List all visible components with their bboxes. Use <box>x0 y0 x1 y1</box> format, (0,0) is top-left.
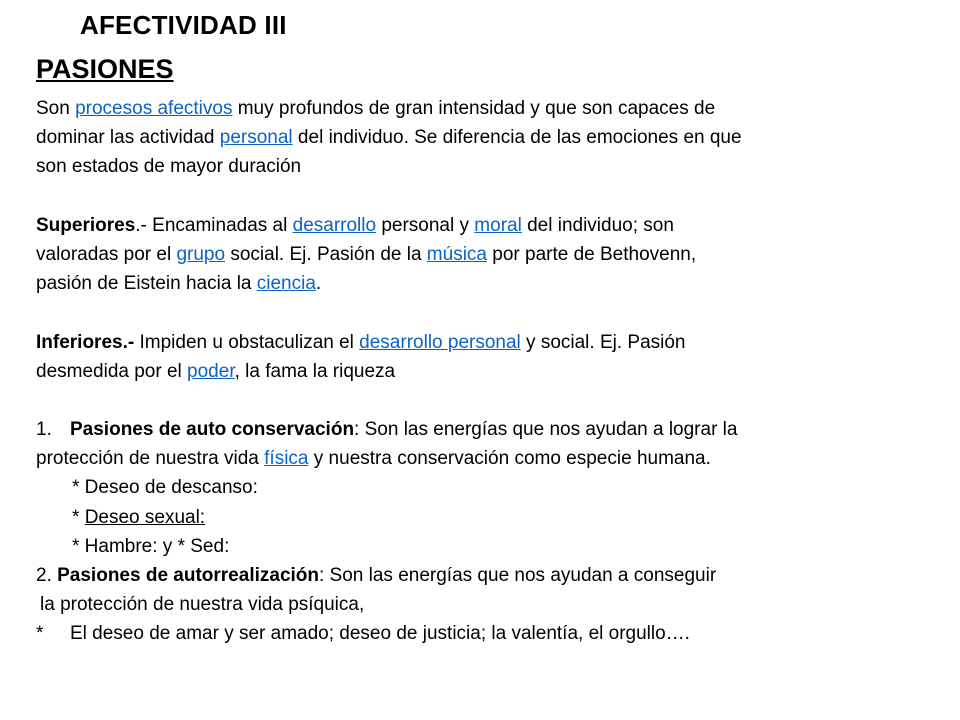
link-ciencia[interactable]: ciencia <box>256 273 316 295</box>
inferiores-line-1 <box>36 328 936 357</box>
slide-title: AFECTIVIDAD III <box>80 10 287 40</box>
intro-line-2 <box>36 123 936 152</box>
link-procesos-afectivos[interactable]: procesos afectivos <box>75 98 233 119</box>
autoconservacion-text: y nuestra conservación como especie humana. <box>308 448 711 470</box>
list-item-descanso <box>36 473 936 502</box>
section-heading: PASIONES <box>36 54 174 84</box>
link-desarrollo[interactable]: desarrollo <box>292 214 377 236</box>
superiores-text: personal y <box>376 214 475 236</box>
link-moral[interactable]: moral <box>474 214 522 236</box>
superiores-text: . <box>315 273 322 295</box>
autorrealizacion-line-1 <box>36 561 936 590</box>
link-desarrollo-personal[interactable]: desarrollo personal <box>359 331 521 353</box>
link-fisica[interactable]: física <box>264 448 309 470</box>
link-poder[interactable]: poder <box>187 360 235 382</box>
autoconservacion-text: : Son las energías que nos ayudan a lograr la <box>354 419 738 441</box>
superiores-line-2 <box>36 240 936 269</box>
intro-line-3 <box>36 152 936 181</box>
intro-text: del individuo. Se diferencia de las emociones en que <box>292 127 742 149</box>
list-number: 1. <box>36 419 52 441</box>
inferiores-text: desmedida por el <box>36 360 188 382</box>
inferiores-text: y social. Ej. Pasión <box>520 331 686 353</box>
autorrealizacion-line-2 <box>36 590 936 619</box>
body-text <box>36 94 936 649</box>
inferiores-text: Impiden u obstaculizan el <box>134 331 360 353</box>
spacer <box>36 386 936 415</box>
autoconservacion-label: Pasiones de auto conservación <box>70 419 355 441</box>
superiores-line-3 <box>36 269 936 298</box>
link-personal[interactable]: personal <box>219 127 293 149</box>
item-text: * Hambre: y * Sed: <box>72 535 230 557</box>
autorrealizacion-text: : Son las energías que nos ayudan a conseguir <box>319 565 717 586</box>
inferiores-line-2 <box>36 357 936 386</box>
autoconservacion-text: protección de nuestra vida <box>36 448 265 470</box>
inferiores-label: Inferiores.- <box>36 331 135 353</box>
superiores-text: del individuo; son <box>521 214 674 236</box>
inferiores-text: , la fama la riqueza <box>234 360 396 382</box>
superiores-text: por parte de Bethovenn, <box>486 243 697 265</box>
intro-text: son estados de mayor duración <box>36 156 302 178</box>
spacer <box>36 182 936 211</box>
superiores-text: .- Encaminadas al <box>135 214 293 236</box>
item-text: * Deseo de descanso: <box>72 477 258 499</box>
superiores-text: pasión de Eistein hacia la <box>36 273 257 295</box>
autoconservacion-line-1 <box>36 415 936 444</box>
autorrealizacion-line-3 <box>36 619 936 648</box>
superiores-line-1 <box>36 211 936 240</box>
superiores-text: valoradas por el <box>36 243 177 265</box>
item-text: Deseo sexual: <box>84 506 206 528</box>
superiores-label: Superiores <box>36 214 136 236</box>
autorrealizacion-text: El deseo de amar y ser amado; deseo de justicia; la valentía, el orgullo…. <box>70 623 690 645</box>
autoconservacion-line-2 <box>36 444 936 473</box>
link-grupo[interactable]: grupo <box>176 243 226 265</box>
autorrealizacion-text: la protección de nuestra vida psíquica, <box>40 594 365 616</box>
list-item-hambre-sed <box>36 532 936 561</box>
intro-text: Son <box>36 98 76 119</box>
intro-line-1 <box>36 94 936 123</box>
list-item-sexual <box>36 503 936 532</box>
list-number: 2. <box>36 565 58 586</box>
autorrealizacion-label: Pasiones de autorrealización <box>57 565 319 586</box>
intro-text: dominar las actividad <box>36 127 220 149</box>
spacer <box>36 298 936 327</box>
link-musica[interactable]: música <box>426 243 487 265</box>
item-star: * <box>72 506 85 528</box>
superiores-text: social. Ej. Pasión de la <box>225 243 427 265</box>
intro-text: muy profundos de gran intensidad y que son capaces de <box>232 98 716 119</box>
bullet: * <box>36 623 44 645</box>
